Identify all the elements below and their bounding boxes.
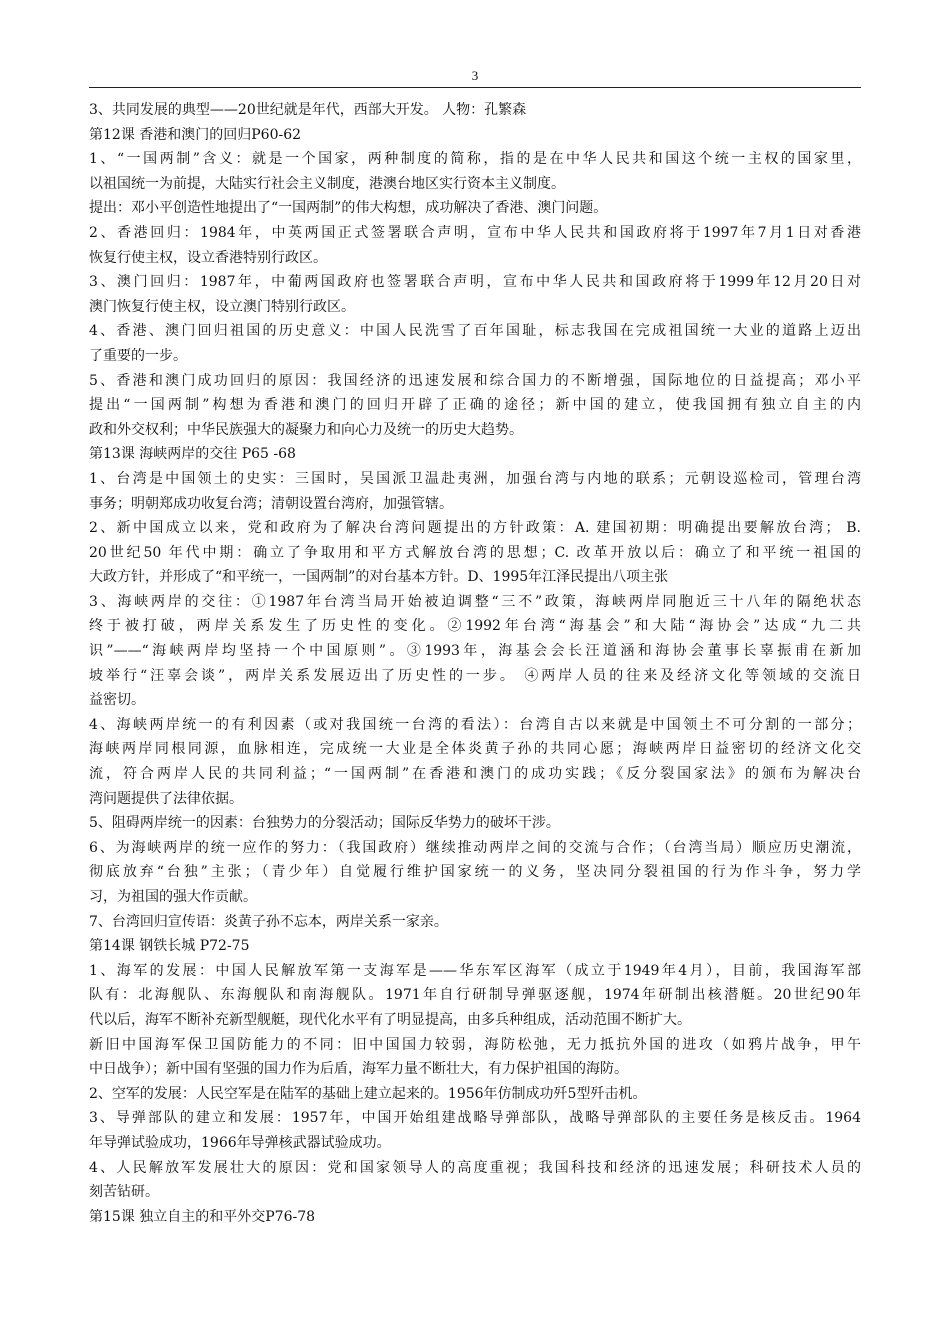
text-line: 队有：北海舰队、东海舰队和南海舰队。1971年自行研制导弹驱逐舰，1974年研制出核潜艇。20世纪90年 — [89, 987, 861, 1004]
text-line: 3、导弹部队的建立和发展：1957年，中国开始组建战略导弹部队，战略导弹部队的主要任务是核反击。1964 — [89, 1110, 861, 1127]
text-line: 2、空军的发展：人民空军是在陆军的基础上建立起来的。1956年仿制成功歼5型歼击机。 — [89, 1085, 647, 1102]
text-line: 4、海峡两岸统一的有利因素（或对我国统一台湾的看法）：台湾自古以来就是中国领土不可分割的一部分； — [89, 716, 861, 733]
text-line: 5、阻碍两岸统一的因素：台独势力的分裂活动；国际反华势力的破坏干涉。 — [89, 815, 560, 832]
text-line: 彻底放弃“台独”主张；（青少年）自觉履行维护国家统一的义务，坚决同分裂祖国的行为作斗争，努力学 — [89, 864, 861, 881]
text-line: 刻苦钻研。 — [89, 1184, 159, 1201]
text-line: 坡举行“汪辜会谈”，两岸关系发展迈出了历史性的一步。 ④两岸人员的往来及经济文化等领域的交流日 — [89, 667, 861, 684]
text-line: 流，符合两岸人民的共同利益；“一国两制”在香港和澳门的成功实践；《反分裂国家法》的颁布为解决台 — [89, 766, 861, 783]
text-line: 第12课 香港和澳门的回归P60-62 — [89, 126, 302, 143]
text-line: 6、为海峡两岸的统一应作的努力：（我国政府）继续推动两岸之间的交流与合作；（台湾当局）顺应历史潮流， — [89, 839, 861, 856]
text-line: 4、香港、澳门回归祖国的历史意义：中国人民洗雪了百年国耻，标志我国在完成祖国统一大业的道路上迈出 — [89, 323, 861, 340]
text-line: 事务；明朝郑成功收复台湾；清朝设置台湾府，加强管辖。 — [89, 495, 453, 512]
text-line: 5、香港和澳门成功回归的原因：我国经济的迅速发展和综合国力的不断增强，国际地位的日益提高；邓小平 — [89, 372, 861, 389]
text-line: 提出“一国两制”构想为香港和澳门的回归开辟了正确的途径；新中国的建立，使我国拥有独立自主的内 — [89, 397, 861, 414]
page-number: 3 — [471, 68, 479, 83]
text-line: 湾问题提供了法律依据。 — [89, 790, 243, 807]
text-line: 4、人民解放军发展壮大的原因：党和国家领导人的高度重视；我国科技和经济的迅速发展；科研技术人员的 — [89, 1159, 861, 1176]
text-line: 2、香港回归：1984年，中英两国正式签署联合声明，宣布中华人民共和国政府将于1997年7月1日对香港 — [89, 224, 861, 241]
text-line: 20世纪50 年代中期：确立了争取用和平方式解放台湾的思想；C. 改革开放以后：确立了和平统一祖国的 — [89, 544, 861, 561]
text-line: 益密切。 — [89, 692, 145, 709]
text-line: 7、台湾回归宣传语：炎黄子孙不忘本，两岸关系一家亲。 — [89, 913, 448, 930]
text-line: 第15课 独立自主的和平外交P76-78 — [89, 1208, 316, 1225]
text-line: 了重要的一步。 — [89, 347, 187, 364]
text-line: 3、海峡两岸的交往：①1987年台湾当局开始被迫调整“三不”政策，海峡两岸同胞近三十八年的隔绝状态 — [89, 593, 861, 610]
text-line: 年导弹试验成功，1966年导弹核武器试验成功。 — [89, 1134, 391, 1151]
text-line: 1、“一国两制”含义：就是一个国家，两种制度的简称，指的是在中华人民共和国这个统一主权的国家里， — [89, 151, 861, 168]
header-rule — [89, 87, 861, 88]
text-line: 中日战争）；新中国有坚强的国力作为后盾，海军力量不断壮大，有力保护祖国的海防。 — [89, 1061, 628, 1078]
text-line: 2、新中国成立以来，党和政府为了解决台湾问题提出的方针政策：A. 建国初期：明确提出要解放台湾； B. — [89, 520, 861, 537]
text-line: 恢复行使主权，设立香港特别行政区。 — [89, 249, 327, 266]
text-line: 以祖国统一为前提，大陆实行社会主义制度，港澳台地区实行资本主义制度。 — [89, 175, 565, 192]
text-line: 第13课 海峡两岸的交往 P65 -68 — [89, 446, 296, 463]
text-line: 新旧中国海军保卫国防能力的不同：旧中国国力较弱，海防松弛，无力抵抗外国的进攻（如鸦片战争，甲午 — [89, 1036, 861, 1053]
text-line: 代以后，海军不断补充新型舰艇，现代化水平有了明显提高，由多兵种组成，活动范围不断扩大。 — [89, 1011, 691, 1028]
document-body — [89, 98, 861, 1229]
text-line: 政和外交权利；中华民族强大的凝聚力和向心力及统一的历史大趋势。 — [89, 421, 523, 438]
text-line: 1、海军的发展：中国人民解放军第一支海军是——华东军区海军（成立于1949年4月），目前，我国海军部 — [89, 962, 861, 979]
text-line: 澳门恢复行使主权，设立澳门特别行政区。 — [89, 298, 355, 315]
text-line: 3、澳门回归：1987年，中葡两国政府也签署联合声明，宣布中华人民共和国政府将于1999年12月20日对 — [89, 274, 861, 291]
text-line: 习，为祖国的强大作贡献。 — [89, 889, 257, 905]
text-line: 识”——“海峡两岸均坚持一个中国原则”。③1993年，海基会会长汪道涵和海协会董事长辜振甫在新加 — [89, 643, 861, 660]
text-line: 大政方针，并形成了“和平统一，一国两制”的对台基本方针。D、1995年江泽民提出八项主张 — [89, 569, 669, 586]
text-line: 海峡两岸同根同源，血脉相连，完成统一大业是全体炎黄子孙的共同心愿；海峡两岸日益密切的经济文化交 — [89, 741, 861, 758]
text-line: 提出：邓小平创造性地提出了“一国两制”的伟大构想，成功解决了香港、澳门问题。 — [89, 200, 608, 217]
text-line: 1、台湾是中国领土的史实：三国时，吴国派卫温赴夷洲，加强台湾与内地的联系；元朝设巡检司，管理台湾 — [89, 470, 861, 487]
text-line: 3、共同发展的典型——20世纪就是年代，西部大开发。 人物：孔繁森 — [89, 102, 527, 118]
text-line: 第14课 钢铁长城 P72-75 — [89, 938, 250, 955]
text-line: 终于被打破，两岸关系发生了历史性的变化。②1992年台湾“海基会”和大陆“海协会”达成“九二共 — [89, 618, 861, 635]
